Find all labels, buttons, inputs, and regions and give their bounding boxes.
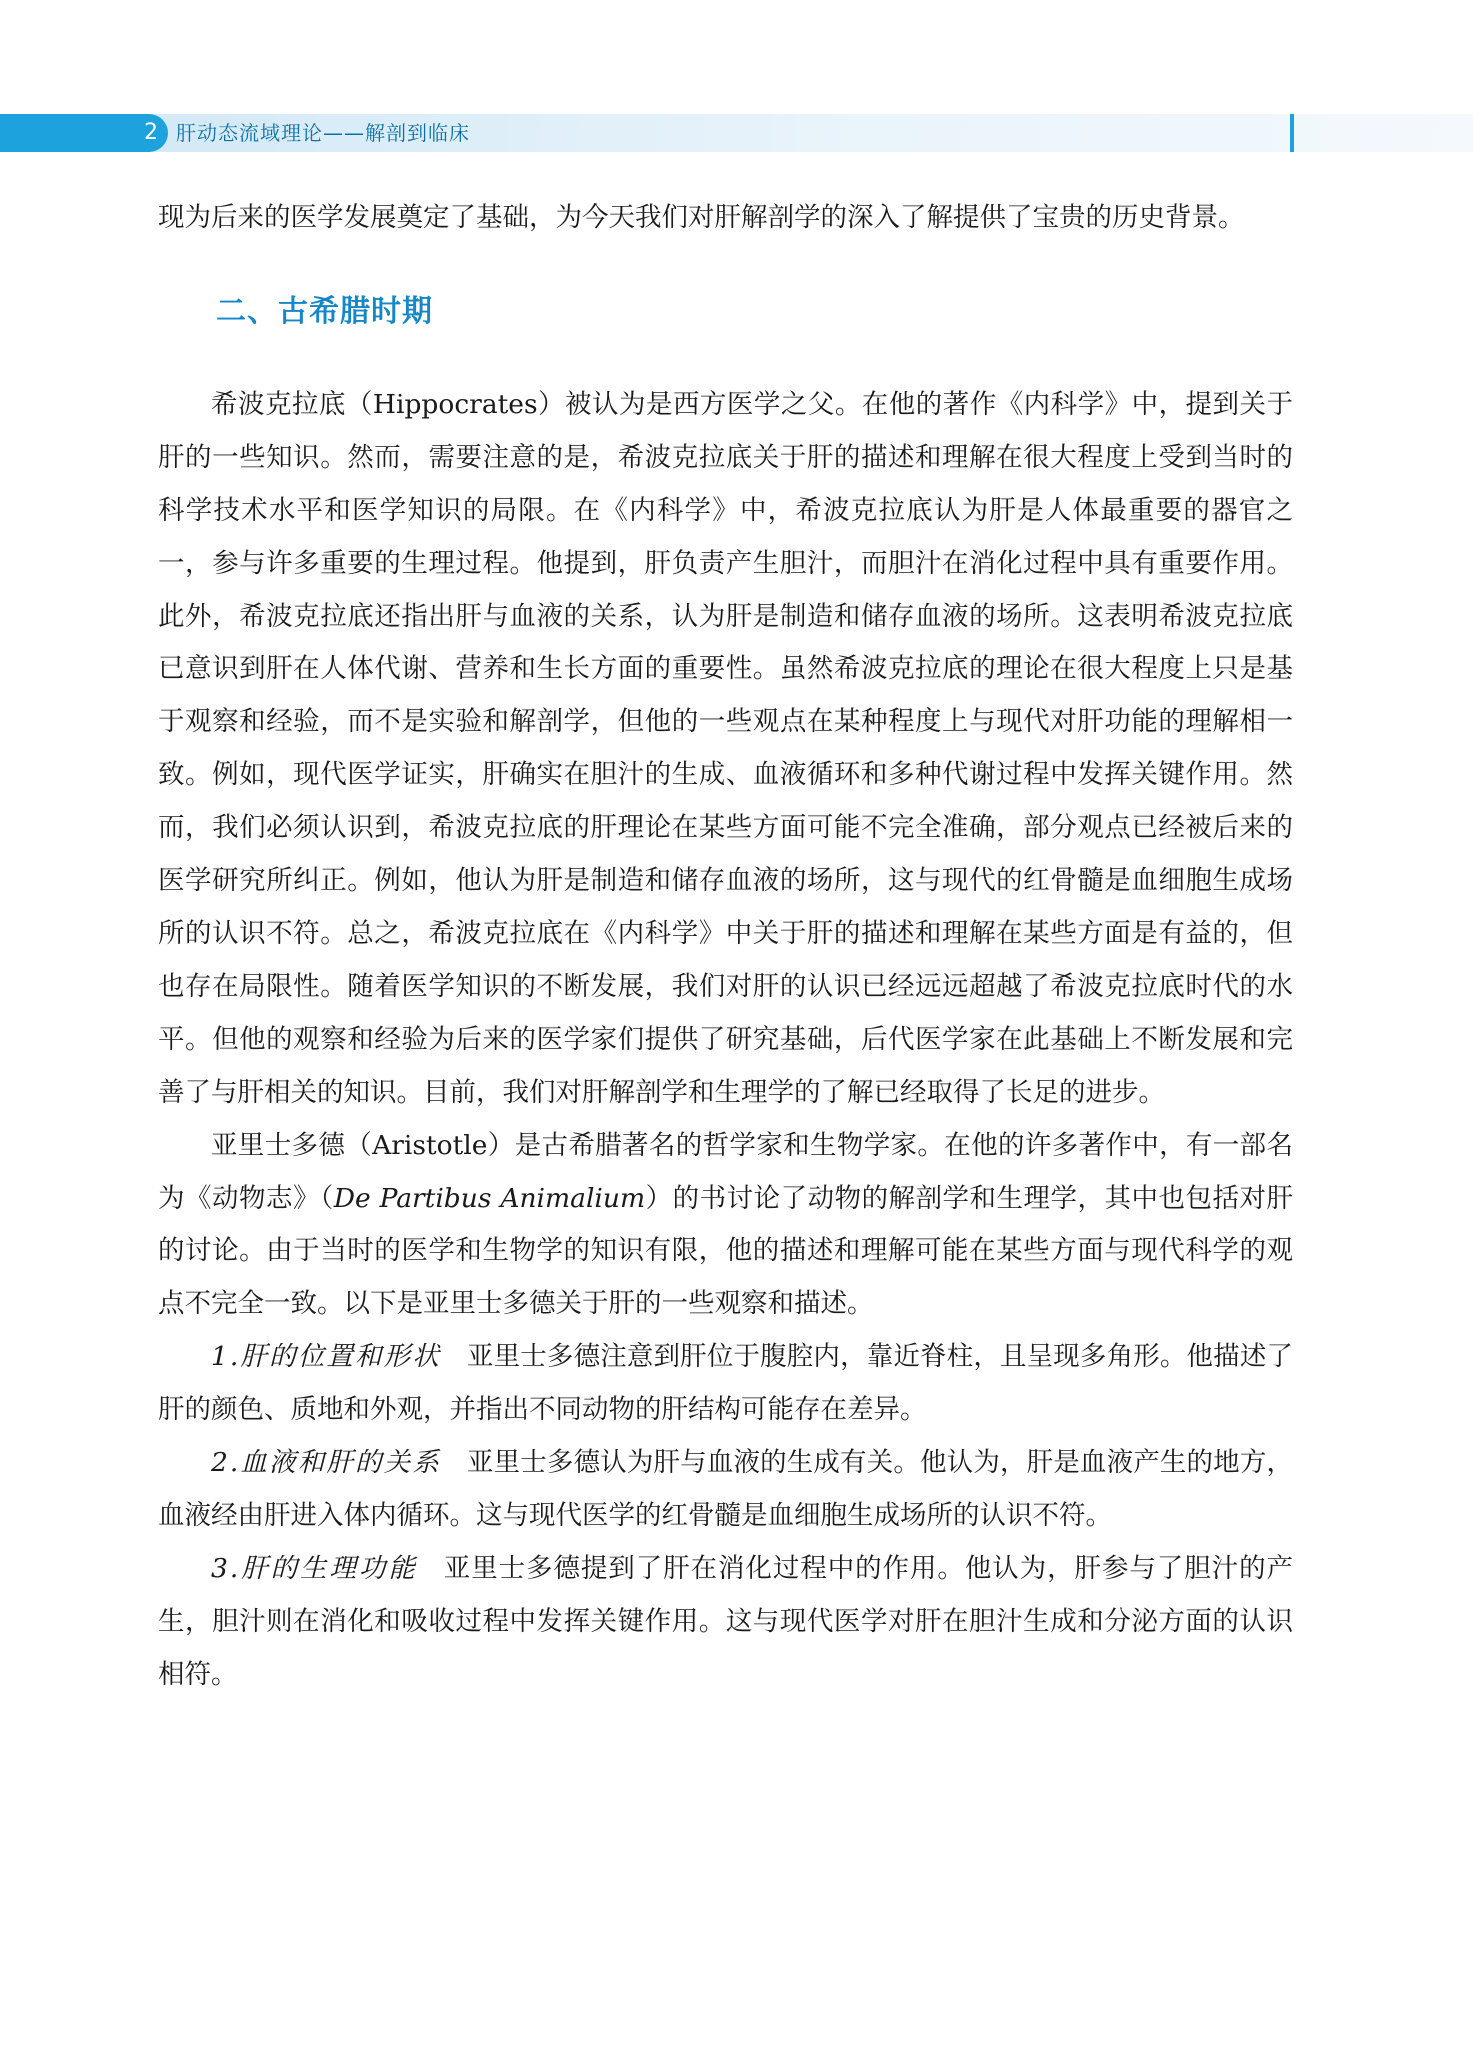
list-item-heading: 1.肝的位置和形状 [211,1341,441,1373]
list-item-body: 亚里士多德注意到肝位于腹腔内，靠近脊柱，且呈现多角形。他描述了肝的颜色、质地和外观，并指出不同动物的肝结构可能存在差异。 [158,1341,1293,1426]
paragraph-aristotle [158,1120,1293,1332]
list-item-body: 亚里士多德提到了肝在消化过程中的作用。他认为，肝参与了胆汁的产生，胆汁则在消化和吸收过程中发挥关键作用。这与现代医学对肝在胆汁生成和分泌方面的认识相符。 [158,1552,1293,1690]
list-item-liver-position [158,1331,1293,1437]
paragraph-aristotle-part-a: 亚里士多德（Aristotle）是古希腊著名的哲学家和生物学家。在他的许多著作中，有一部名为《动物志》（ [158,1129,1293,1214]
header-divider [1290,114,1294,152]
page-body [158,192,1293,1702]
list-item-heading: 2.血液和肝的关系 [211,1447,441,1479]
paragraph-aristotle-part-b: ）的书讨论了动物的解剖学和生理学，其中也包括对肝的讨论。由于当时的医学和生物学的知识有限，他的描述和理解可能在某些方面与现代科学的观点不完全一致。以下是亚里士多德关于肝的一些观察和描述。 [158,1182,1293,1320]
section-title: 二、古希腊时期 [216,293,433,329]
latin-book-title: De Partibus Animalium [333,1182,646,1214]
list-item-body: 亚里士多德认为肝与血液的生成有关。他认为，肝是血液产生的地方，血液经由肝进入体内循环。这与现代医学的红骨髓是血细胞生成场所的认识不符。 [158,1447,1293,1531]
paragraph-hippocrates: 希波克拉底（Hippocrates）被认为是西方医学之父。在他的著作《内科学》中，提到关于肝的一些知识。然而，需要注意的是，希波克拉底关于肝的描述和理解在很大程度上受到当时的科学技术水平和医学知识的局限。在《内科学》中，希波克拉底认为肝是人体最重要的器官之一，参与许多重要的生理过程。他提到，肝负责产生胆汁，而胆汁在消化过程中具有重要作用。此外，希波克拉底还指出肝与血液的关系，认为肝是制造和储存血液的场所。这表明希波克拉底已意识到肝在人体代谢、营养和生长方面的重要性。虽然希波克拉底的理论在很大程度上只是基于观察和经验，而不是实验和解剖学，但他的一些观点在某种程度上与现代对肝功能的理解相一致。例如，现代医学证实，肝确实在胆汁的生成、血液循环和多种代谢过程中发挥关键作用。然而，我们必须认识到，希波克拉底的肝理论在某些方面可能不完全准确，部分观点已经被后来的医学研究所纠正。例如，他认为肝是制造和储存血液的场所，这与现代的红骨髓是血细胞生成场所的认识不符。总之，希波克拉底在《内科学》中关于肝的描述和理解在某些方面是有益的，但也存在局限性。随着医学知识的不断发展，我们对肝的认识已经远远超越了希波克拉底时代的水平。但他的观察和经验为后来的医学家们提供了研究基础，后代医学家在此基础上不断发展和完善了与肝相关的知识。目前，我们对肝解剖学和生理学的了解已经取得了长足的进步。 [158,388,1293,1108]
list-item-heading: 3.肝的生理功能 [211,1552,418,1584]
running-title: 肝动态流域理论——解剖到临床 [176,121,470,145]
paragraph-continued: 现为后来的医学发展奠定了基础，为今天我们对肝解剖学的深入了解提供了宝贵的历史背景。 [158,202,1245,233]
page-number: 2 [144,120,158,145]
list-item-blood-liver [158,1437,1293,1543]
list-item-liver-function [158,1543,1293,1702]
